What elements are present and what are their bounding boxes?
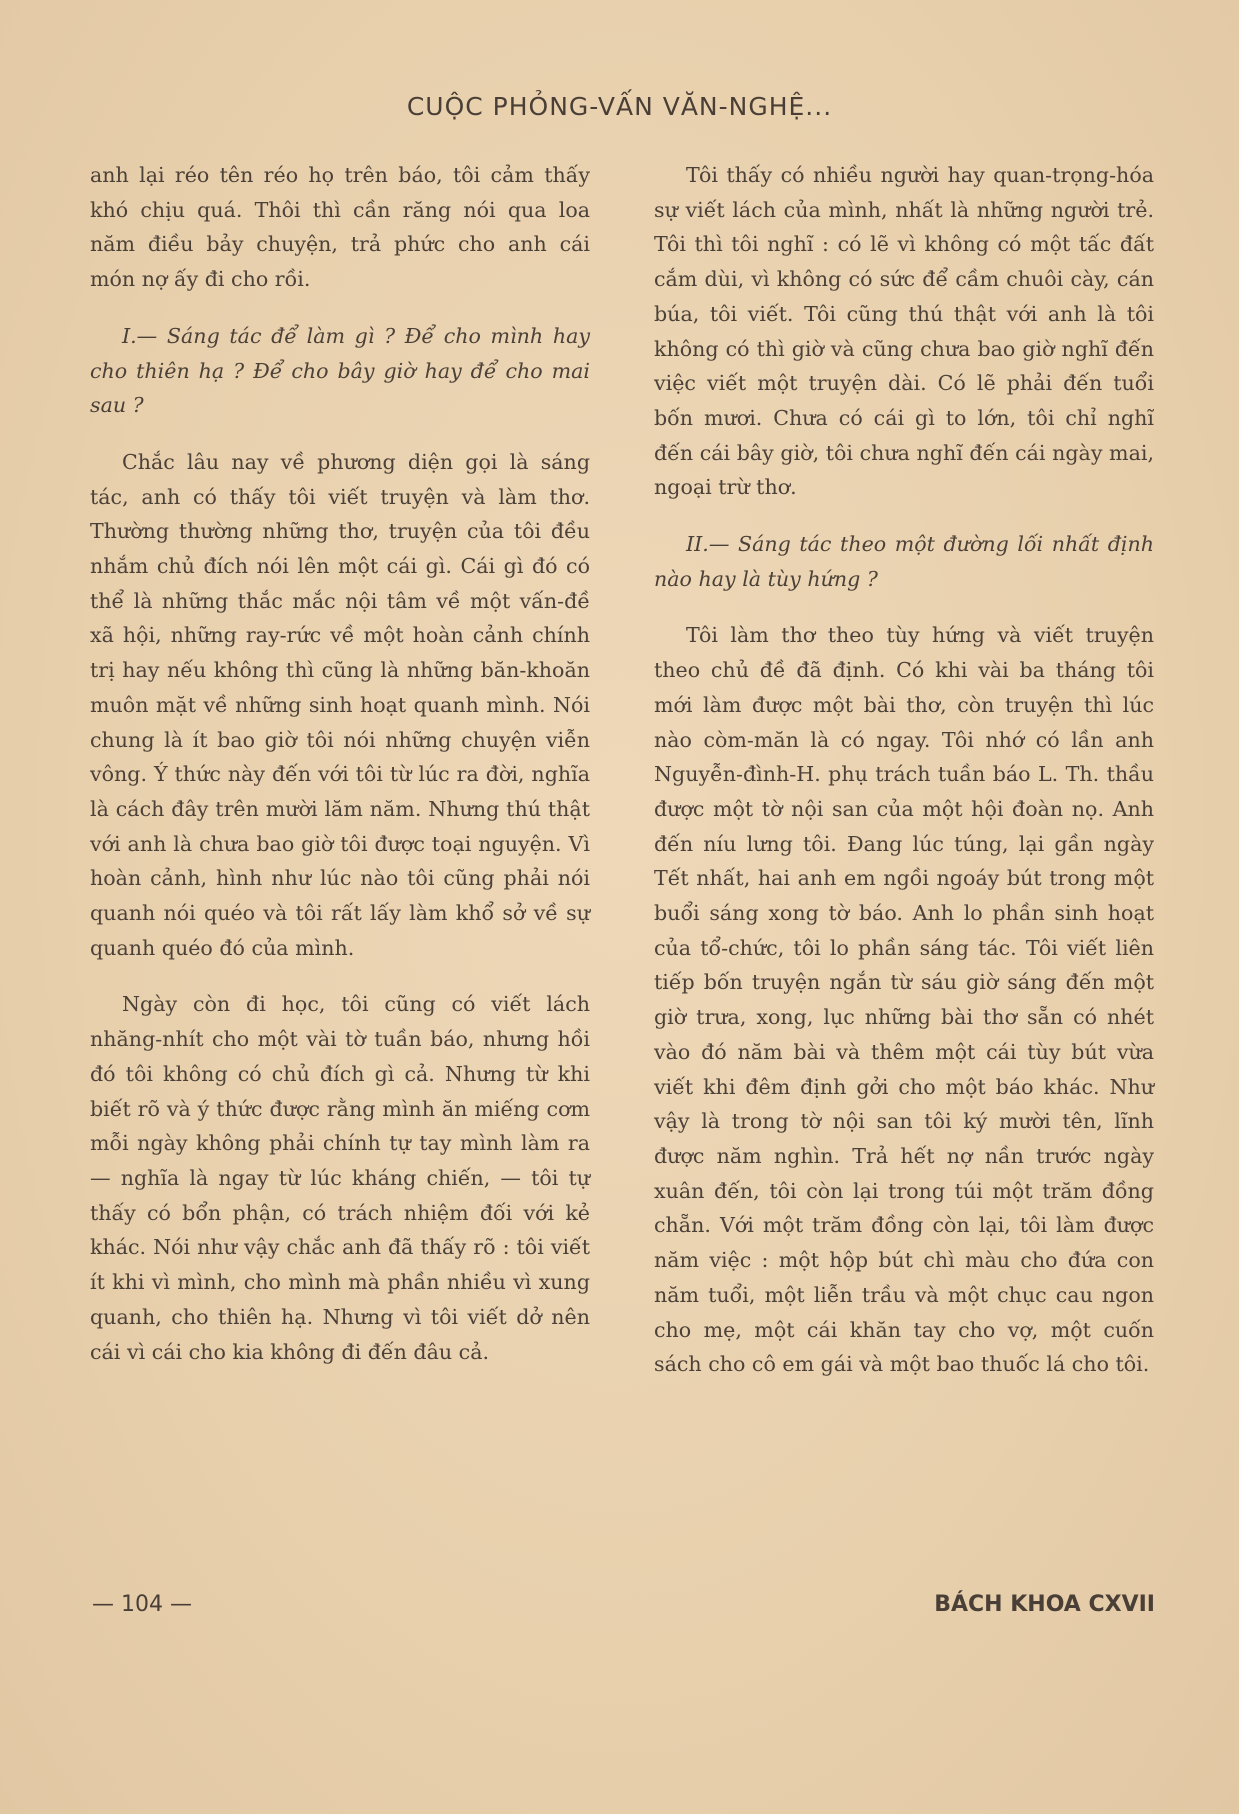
question-2: II.— Sáng tác theo một đường lối nhất định nào hay là tùy hứng ? bbox=[654, 532, 1154, 591]
answer-1-paragraph-2: Ngày còn đi học, tôi cũng có viết lách nhăng-nhít cho một vài tờ tuần báo, nhưng hồi đó tôi không có chủ đích gì cả. Nhưng từ khi biết rõ và ý thức được rằng mình ăn miếng cơm mỗi ngày không phải chính tự tay mình làm ra — nghĩa là ngay từ lúc kháng chiến, — tôi tự thấy có bổn phận, có trách nhiệm đối với kẻ khác. Nói như vậy chắc anh đã thấy rõ : tôi viết ít khi vì mình, cho mình mà phần nhiều vì xung quanh, cho thiên hạ. Nhưng vì tôi viết dở nên cái vì cái cho kia không đi đến đâu cả. bbox=[90, 992, 590, 1364]
paragraph-continuation: anh lại réo tên réo họ trên báo, tôi cảm thấy khó chịu quá. Thôi thì cần răng nói qua loa năm điều bảy chuyện, trả phức cho anh cái món nợ ấy đi cho rồi. bbox=[90, 163, 590, 292]
answer-2-paragraph: Tôi làm thơ theo tùy hứng và viết truyện theo chủ đề đã định. Có khi vài ba tháng tôi mới làm được một bài thơ, còn truyện thì lúc nào còm-măn là có ngay. Tôi nhớ có lần anh Nguyễn-đình-H. phụ trách tuần báo L. Th. thầu được một tờ nội san của một hội đoàn nọ. Anh đến níu lưng tôi. Đang lúc túng, lại gần ngày Tết nhất, hai anh em ngồi ngoáy bút trong một buổi sáng xong tờ báo. Anh lo phần sinh hoạt của tổ-chức, tôi lo phần sáng tác. Tôi viết liên tiếp bốn truyện ngắn từ sáu giờ sáng đến một giờ trưa, xong, lục những bài thơ sẵn có nhét vào đó năm bài và thêm một cái tùy bút vừa viết khi đêm định gởi cho một báo khác. Như vậy là trong tờ nội san tôi ký mười tên, lĩnh được năm nghìn. Trả hết nợ nần trước ngày xuân đến, tôi còn lại trong túi một trăm đồng chẵn. Với một trăm đồng còn lại, tôi làm được năm việc : một hộp bút chì màu cho đứa con năm tuổi, một liễn trầu và một chục cau ngon cho mẹ, một cái khăn tay cho vợ, một cuốn sách cho cô em gái và một bao thuốc lá cho tôi. bbox=[654, 623, 1154, 1377]
running-header: CUỘC PHỎNG-VẤN VĂN-NGHỆ... bbox=[406, 92, 833, 121]
left-column bbox=[90, 158, 590, 1369]
answer-1-paragraph-1: Chắc lâu nay về phương diện gọi là sáng tác, anh có thấy tôi viết truyện và làm thơ. Thường thường những thơ, truyện của tôi đều nhắm chủ đích nói lên một cái gì. Cái gì đó có thể là những thắc mắc nội tâm về một vấn-đề xã hội, những ray-rức về một hoàn cảnh chính trị hay nếu không thì cũng là những băn-khoăn muôn mặt về những sinh hoạt quanh mình. Nói chung là ít bao giờ tôi nói những chuyện viễn vông. Ý thức này đến với tôi từ lúc ra đời, nghĩa là cách đây trên mười lăm năm. Nhưng thú thật với anh là chưa bao giờ tôi được toại nguyện. Vì hoàn cảnh, hình như lúc nào tôi cũng phải nói quanh nói quéo và tôi rất lấy làm khổ sở về sự quanh quéo đó của mình. bbox=[90, 449, 590, 960]
right-column bbox=[654, 158, 1154, 1382]
answer-1-paragraph-3: Tôi thấy có nhiều người hay quan-trọng-hóa sự viết lách của mình, nhất là những người trẻ. Tôi thì tôi nghĩ : có lẽ vì không có một tấc đất cắm dùi, vì không có sức để cầm chuôi cày, cán búa, tôi viết. Tôi cũng thú thật với anh là tôi không có thì giờ và cũng chưa bao giờ nghĩ đến việc viết một truyện dài. Có lẽ phải đến tuổi bốn mươi. Chưa có cái gì to lớn, tôi chỉ nghĩ đến cái bây giờ, tôi chưa nghĩ đến cái ngày mai, ngoại trừ thơ. bbox=[654, 163, 1154, 500]
page-number: — 104 — bbox=[92, 1592, 192, 1617]
publication-name: BÁCH KHOA CXVII bbox=[934, 1592, 1155, 1617]
question-1: I.— Sáng tác để làm gì ? Để cho mình hay cho thiên hạ ? Để cho bây giờ hay để cho mai sau ? bbox=[90, 323, 590, 418]
